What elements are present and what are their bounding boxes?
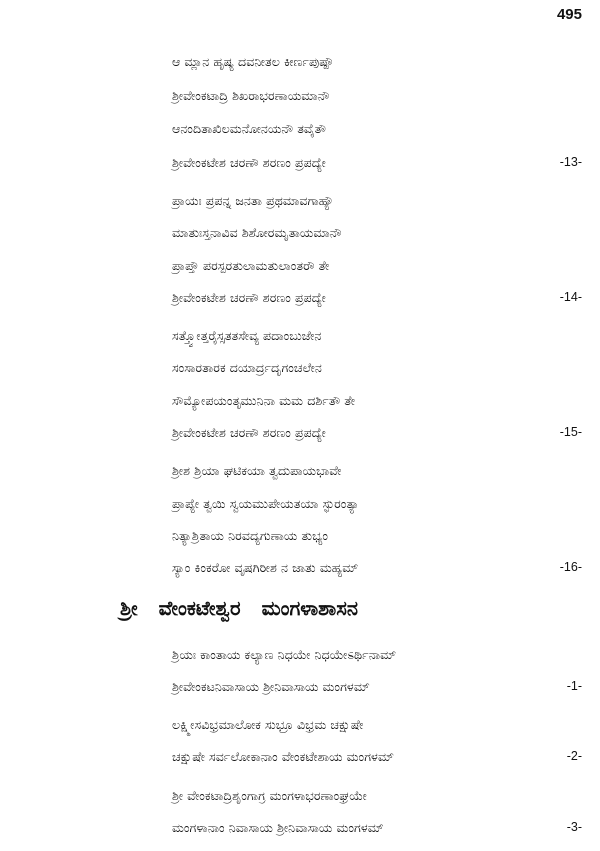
verse-line: ನಿತ್ಯಾಶ್ರಿತಾಯ ನಿರವದ್ಯಗುಣಾಯ ತುಭ್ಯಂ bbox=[172, 528, 329, 543]
verse-line: ಸ್ಯಾಂ ಕಿಂಕರೋ ವೃಷಗಿರೀಶ ನ ಜಾತು ಮಹ್ಯಮ್ bbox=[172, 560, 359, 575]
page-number: 495 bbox=[556, 6, 582, 23]
verse-number: -1- bbox=[566, 679, 582, 693]
verse-line: ಪ್ರಾಪ್ತೌ ಪರಸ್ಪರತುಲಾಮತುಲಾಂತರೌ ತೇ bbox=[172, 258, 330, 273]
section-heading: ಶ್ರೀ ವೇಂಕಟೇಶ್ವರ ಮಂಗಳಾಶಾಸನ bbox=[120, 596, 358, 620]
verse-number: -16- bbox=[559, 560, 582, 574]
verse-number: -3- bbox=[566, 820, 582, 834]
verse-line: ಶ್ರೀವೇಂಕಟನಿವಾಸಾಯ ಶ್ರೀನಿವಾಸಾಯ ಮಂಗಳಮ್ bbox=[172, 679, 370, 694]
verse-line: ಪ್ರಾಯಃ ಪ್ರಪನ್ನ ಜನತಾ ಪ್ರಥಮಾವಗಾಹ್ಯೌ bbox=[172, 193, 334, 208]
verse-line: ಆ ಮ್ಲಾನ ಹೃಷ್ಯ ದವನೀತಲ ಕೀರ್ಣಪುಷ್ಪೌ bbox=[172, 54, 334, 69]
verse-line: ಶ್ರೀ ವೇಂಕಟಾದ್ರಿಶೃಂಗಾಗ್ರ ಮಂಗಳಾಭರಣಾಂಘ್ರಯೇ bbox=[172, 788, 367, 803]
verse-line: ಪ್ರಾಪ್ಯೇ ತ್ವಯಿ ಸ್ವಯಮುಪೇಯತಯಾ ಸ್ಫುರಂತ್ಯಾ bbox=[172, 496, 360, 511]
verse-number: -13- bbox=[559, 155, 582, 169]
verse-line: ಮಾತುಃಸ್ತನಾವಿವ ಶಿಶೋರಮೃತಾಯಮಾನೌ bbox=[172, 225, 342, 240]
verse-line: ಶ್ರೀಶ ಶ್ರಿಯಾ ಘಟಿಕಯಾ ತ್ವದುಪಾಯಭಾವೇ bbox=[172, 463, 342, 478]
verse-line: ಸೌಮ್ಯೋಪಯಂತೃಮುನಿನಾ ಮಮ ದರ್ಶಿತೌ ತೇ bbox=[172, 393, 356, 408]
verse-number: -14- bbox=[559, 290, 582, 304]
verse-line: ಮಂಗಳಾನಾಂ ನಿವಾಸಾಯ ಶ್ರೀನಿವಾಸಾಯ ಮಂಗಳಮ್ bbox=[172, 820, 384, 835]
verse-line: ಸತ್ತ್ವೋತ್ತರೈಸ್ಸತತಸೇವ್ಯ ಪದಾಂಬುಜೇನ bbox=[172, 328, 322, 343]
verse-line: ಆನಂದಿತಾಖಿಲಮನೋನಯನೌ ತವೈತೌ bbox=[172, 121, 327, 136]
verse-line: ಶ್ರೀವೇಂಕಟೇಶ ಚರಣೌ ಶರಣಂ ಪ್ರಪದ್ಯೇ bbox=[172, 155, 326, 170]
verse-line: ಸಂಸಾರತಾರಕ ದಯಾರ್ದ್ರದೃಗಂಚಲೇನ bbox=[172, 360, 322, 375]
verse-line: ಲಕ್ಷ್ಮೀಸವಿಭ್ರಮಾಲೋಕ ಸುಭ್ರೂ ವಿಭ್ರಮ ಚಕ್ಷುಷೇ bbox=[172, 717, 364, 732]
verse-line: ಶ್ರೀವೇಂಕಟೇಶ ಚರಣೌ ಶರಣಂ ಪ್ರಪದ್ಯೇ bbox=[172, 425, 326, 440]
verse-number: -15- bbox=[559, 425, 582, 439]
verse-line: ಶ್ರೀವೇಂಕಟೇಶ ಚರಣೌ ಶರಣಂ ಪ್ರಪದ್ಯೇ bbox=[172, 290, 326, 305]
verse-line: ಶ್ರೀವೇಂಕಟಾದ್ರಿ ಶಿಖರಾಭರಣಾಯಮಾನೌ bbox=[172, 88, 330, 103]
verse-line: ಶ್ರಿಯಃ ಕಾಂತಾಯ ಕಲ್ಯಾಣ ನಿಧಯೇ ನಿಧಯೇಽರ್ಥಿನಾಮ್ bbox=[172, 647, 397, 662]
verse-number: -2- bbox=[566, 749, 582, 763]
verse-line: ಚಕ್ಷುಷೇ ಸರ್ವಲೋಕಾನಾಂ ವೇಂಕಟೇಶಾಯ ಮಂಗಳಮ್ bbox=[172, 749, 394, 764]
